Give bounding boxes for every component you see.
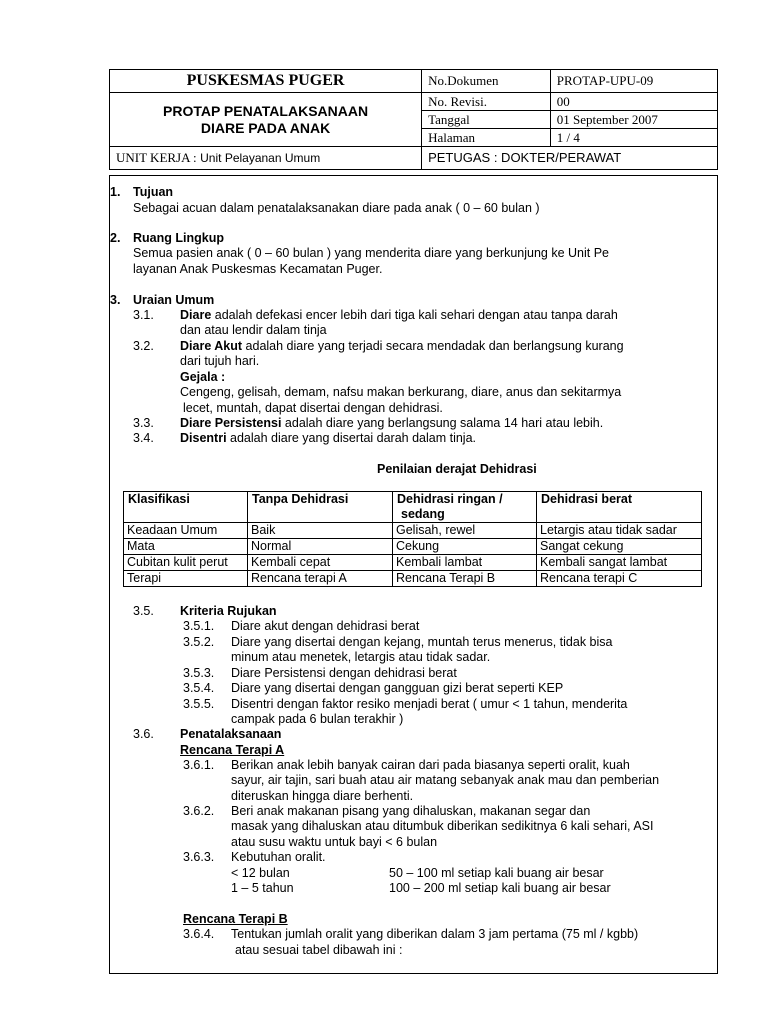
org-name: PUSKESMAS PUGER [110, 70, 422, 93]
oralit-dose-2: 100 – 200 ml setiap kali buang air besar [389, 881, 611, 895]
item-3-4-text: adalah diare yang disertai darah dalam tinja. [226, 431, 477, 445]
item-3-2-text: adalah diare yang terjadi secara mendadak dan berlangsung kurang [242, 339, 624, 353]
oralit-age-1: < 12 bulan [231, 866, 290, 880]
item-3-6-1-line3: diteruskan hingga diare berhenti. [231, 789, 414, 803]
header-dehidrasi-ringan-line2: sedang [401, 507, 445, 521]
item-3-6-number: 3.6. [133, 727, 154, 741]
item-3-5-2-line2: minum atau menetek, letargis atau tidak sadar. [231, 650, 491, 664]
unit-kerja [110, 147, 422, 170]
item-3-5-5-number: 3.5.5. [183, 697, 215, 711]
meta-label-dokumen: No.Dokumen [422, 70, 551, 93]
meta-label-halaman: Halaman [422, 129, 551, 147]
sec1-text: Sebagai acuan dalam penatalaksanakan diare pada anak ( 0 – 60 bulan ) [133, 201, 540, 215]
plan-a-title: Rencana Terapi A [180, 743, 285, 757]
table-row [124, 555, 702, 571]
unit-kerja-label: UNIT KERJA : [116, 150, 197, 165]
unit-kerja-value: Unit Pelayanan Umum [200, 151, 321, 165]
item-3-5-4-number: 3.5.4. [183, 681, 215, 695]
petugas: PETUGAS : DOKTER/PERAWAT [422, 147, 718, 170]
header-klasifikasi: Klasifikasi [124, 492, 248, 523]
item-3-5-title: Kriteria Rujukan [180, 604, 277, 618]
item-3-6-4-number: 3.6.4. [183, 927, 215, 941]
item-3-3-term: Diare Persistensi [180, 416, 282, 430]
dehydration-title: Penilaian derajat Dehidrasi [377, 462, 537, 476]
header-dehidrasi-ringan [393, 492, 537, 523]
item-3-6-1-line1: Berikan anak lebih banyak cairan dari pada biasanya seperti oralit, kuah [231, 758, 630, 772]
table-cell: Kembali sangat lambat [537, 555, 702, 571]
item-3-6-4-line2: atau sesuai tabel dibawah ini : [235, 943, 403, 957]
oralit-dose-1: 50 – 100 ml setiap kali buang air besar [389, 866, 604, 880]
item-3-5-4-line1: Diare yang disertai dengan gangguan gizi berat seperti KEP [231, 681, 564, 695]
item-3-5-number: 3.5. [133, 604, 154, 618]
meta-label-revisi: No. Revisi. [422, 93, 551, 111]
item-3-5-1-line1: Diare akut dengan dehidrasi berat [231, 619, 420, 633]
header-tanpa-dehidrasi: Tanpa Dehidrasi [248, 492, 393, 523]
item-3-2-number: 3.2. [133, 339, 154, 353]
gejala-line2: lecet, muntah, dapat disertai dengan dehidrasi. [183, 401, 443, 415]
item-3-5-3-number: 3.5.3. [183, 666, 215, 680]
table-cell: Rencana Terapi B [393, 571, 537, 587]
table-cell: Terapi [124, 571, 248, 587]
dehydration-table-header [124, 492, 702, 523]
item-3-6-2-line1: Beri anak makanan pisang yang dihaluskan, makanan segar dan [231, 804, 591, 818]
plan-b-title: Rencana Terapi B [183, 912, 288, 926]
item-3-6-2-number: 3.6.2. [183, 804, 215, 818]
item-3-6-3-title: Kebutuhan oralit. [231, 850, 326, 864]
sec3-title: Uraian Umum [133, 293, 215, 307]
meta-value-halaman: 1 / 4 [550, 129, 717, 147]
header-dehidrasi-berat: Dehidrasi berat [537, 492, 702, 523]
sec3-number: 3. [110, 293, 121, 307]
item-3-3 [180, 416, 603, 431]
table-cell: Rencana terapi A [248, 571, 393, 587]
table-cell: Gelisah, rewel [393, 523, 537, 539]
document-header-table [109, 69, 718, 170]
table-cell: Kembali cepat [248, 555, 393, 571]
table-cell: Letargis atau tidak sadar [537, 523, 702, 539]
item-3-2-line2: dari tujuh hari. [180, 354, 260, 368]
item-3-6-title: Penatalaksanaan [180, 727, 282, 741]
item-3-2-term: Diare Akut [180, 339, 243, 353]
table-cell: Keadaan Umum [124, 523, 248, 539]
sec1-title: Tujuan [133, 185, 174, 199]
meta-value-tanggal: 01 September 2007 [550, 111, 717, 129]
item-3-3-text: adalah diare yang berlangsung salama 14 hari atau lebih. [281, 416, 604, 430]
table-cell: Cubitan kulit perut [124, 555, 248, 571]
item-3-6-2-line3: atau susu waktu untuk bayi < 6 bulan [231, 835, 438, 849]
item-3-2 [180, 339, 624, 354]
item-3-5-1-number: 3.5.1. [183, 619, 215, 633]
sec2-title: Ruang Lingkup [133, 231, 224, 245]
table-row [124, 523, 702, 539]
oralit-age-2: 1 – 5 tahun [231, 881, 294, 895]
item-3-1-line2: dan atau lendir dalam tinja [180, 323, 327, 337]
meta-label-tanggal: Tanggal [422, 111, 551, 129]
item-3-6-3-number: 3.6.3. [183, 850, 215, 864]
table-cell: Kembali lambat [393, 555, 537, 571]
item-3-1 [180, 308, 618, 323]
table-cell: Baik [248, 523, 393, 539]
item-3-5-2-number: 3.5.2. [183, 635, 215, 649]
sec2-line1: Semua pasien anak ( 0 – 60 bulan ) yang menderita diare yang berkunjung ke Unit Pe [133, 246, 609, 260]
item-3-4 [180, 431, 476, 446]
protap-title-line1: PROTAP PENATALAKSANAAN [163, 102, 369, 119]
item-3-1-term: Diare [180, 308, 212, 322]
item-3-1-text: adalah defekasi encer lebih dari tiga kali sehari dengan atau tanpa darah [211, 308, 618, 322]
item-3-6-4-line1: Tentukan jumlah oralit yang diberikan dalam 3 jam pertama (75 ml / kgbb) [231, 927, 639, 941]
item-3-5-5-line2: campak pada 6 bulan terakhir ) [231, 712, 404, 726]
table-cell: Cekung [393, 539, 537, 555]
table-cell: Normal [248, 539, 393, 555]
item-3-4-number: 3.4. [133, 431, 154, 445]
gejala-label: Gejala : [180, 370, 226, 384]
sec2-line2: layanan Anak Puskesmas Kecamatan Puger. [133, 262, 383, 276]
table-row [124, 571, 702, 587]
item-3-3-number: 3.3. [133, 416, 154, 430]
meta-value-dokumen: PROTAP-UPU-09 [550, 70, 717, 93]
protap-title-line2: DIARE PADA ANAK [200, 119, 331, 136]
item-3-5-2-line1: Diare yang disertai dengan kejang, muntah terus menerus, tidak bisa [231, 635, 613, 649]
table-cell: Mata [124, 539, 248, 555]
item-3-5-5-line1: Disentri dengan faktor resiko menjadi berat ( umur < 1 tahun, menderita [231, 697, 628, 711]
item-3-6-1-number: 3.6.1. [183, 758, 215, 772]
sec2-number: 2. [110, 231, 121, 245]
item-3-6-2-line2: masak yang dihaluskan atau ditumbuk diberikan sedikitnya 6 kali sehari, ASI [231, 819, 654, 833]
sec1-number: 1. [110, 185, 121, 199]
table-cell: Rencana terapi C [537, 571, 702, 587]
dehydration-table [123, 491, 702, 587]
item-3-4-term: Disentri [180, 431, 227, 445]
table-row [124, 539, 702, 555]
item-3-1-number: 3.1. [133, 308, 154, 322]
item-3-6-1-line2: sayur, air tajin, sari buah atau air matang sebanyak anak mau dan pemberian [231, 773, 660, 787]
gejala-line1: Cengeng, gelisah, demam, nafsu makan berkurang, diare, anus dan sekitarmya [180, 385, 622, 399]
header-dehidrasi-ringan-line1: Dehidrasi ringan / [397, 492, 503, 506]
protap-title [110, 93, 422, 147]
item-3-5-3-line1: Diare Persistensi dengan dehidrasi berat [231, 666, 457, 680]
table-cell: Sangat cekung [537, 539, 702, 555]
meta-value-revisi: 00 [550, 93, 717, 111]
